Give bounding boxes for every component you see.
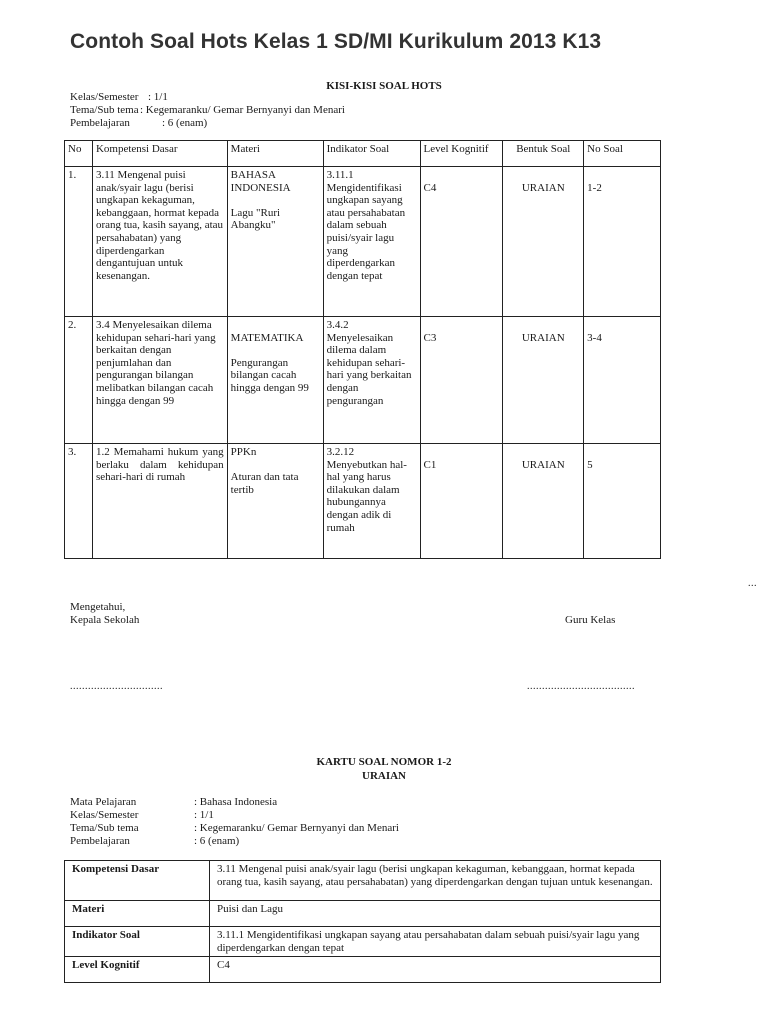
- cell-materi: [227, 167, 323, 317]
- kartu-subheading: URAIAN: [362, 770, 406, 782]
- kisi-table: [64, 140, 661, 559]
- level-value: C1: [423, 458, 437, 471]
- kisi-meta-label: Tema/Sub tema: [70, 104, 139, 116]
- materi-detail: Aturan dan tata tertib: [230, 471, 299, 496]
- kartu-value-indikator: 3.11.1 Mengidentifikasi ungkapan sayang atau persahabatan dalam sebuah puisi/syair lagu yang diperdengarkan dengan tepat: [210, 927, 661, 957]
- kisi-meta-row: [70, 117, 345, 130]
- cell-indikator: 3.11.1 Mengidentifikasi ungkapan sayang atau persahabatan dalam sebuah puisi/syair lagu yang diperdengarkan dengan tepat: [323, 167, 420, 317]
- cell-no: 1.: [65, 167, 93, 317]
- materi-subject: MATEMATIKA: [230, 331, 304, 344]
- kisi-meta-label: Kelas/Semester: [70, 91, 139, 103]
- no-soal-value: 5: [587, 458, 593, 471]
- cell-materi: [227, 317, 323, 444]
- col-header-level: Level Kognitif: [420, 141, 503, 167]
- cell-indikator: 3.2.12 Menyebutkan hal-hal yang harus dilakukan dalam hubungannya dengan adik di rumah: [323, 444, 420, 559]
- signature-right-dots: ....................................: [527, 681, 635, 692]
- col-header-bentuk: Bentuk Soal: [503, 141, 584, 167]
- kartu-meta-value: : Kegemaranku/ Gemar Bernyanyi dan Menari: [194, 822, 399, 834]
- signature-left-line1: Mengetahui,: [70, 601, 126, 613]
- kartu-label-kompetensi-dasar: Kompetensi Dasar: [65, 861, 210, 901]
- materi-subject: PPKn: [230, 446, 257, 458]
- kisi-meta: [70, 91, 345, 130]
- cell-no-soal: [584, 444, 661, 559]
- kartu-meta-value: : Bahasa Indonesia: [194, 796, 278, 808]
- no-soal-value: 1-2: [587, 181, 602, 194]
- cell-bentuk: [503, 444, 584, 559]
- cell-no-soal: [584, 167, 661, 317]
- kisi-meta-value: : 6 (enam): [162, 117, 208, 129]
- kartu-label-materi: Materi: [65, 901, 210, 927]
- cell-kompetensi-dasar: 3.4 Menyelesaikan dilema kehidupan sehari-hari yang berkaitan dengan penjumlahan dan pengurangan bilangan melibatkan bilangan cacah hingga dengan 99: [92, 317, 227, 444]
- materi-subject: BAHASA INDONESIA: [230, 169, 291, 194]
- level-value: C4: [423, 181, 437, 194]
- kartu-label-indikator: Indikator Soal: [65, 927, 210, 957]
- signature-right: Guru Kelas: [565, 614, 616, 626]
- cell-level: [420, 167, 503, 317]
- no-soal-value: 3-4: [587, 331, 602, 344]
- kartu-meta-label: Pembelajaran: [70, 835, 130, 847]
- kartu-value-materi: Puisi dan Lagu: [210, 901, 661, 927]
- kisi-meta-value: : 1/1: [148, 91, 168, 103]
- table-row: [65, 317, 661, 444]
- kartu-table: [64, 860, 661, 983]
- cell-level: [420, 317, 503, 444]
- cell-bentuk: [503, 167, 584, 317]
- table-row: [65, 927, 661, 957]
- materi-detail: Lagu "Ruri Abangku": [230, 206, 281, 232]
- col-header-no-soal: No Soal: [584, 141, 661, 167]
- kisi-meta-row: [70, 104, 345, 117]
- kartu-meta-row: [70, 822, 399, 835]
- cell-level: [420, 444, 503, 559]
- kartu-label-level: Level Kognitif: [65, 957, 210, 983]
- kartu-meta-value: : 6 (enam): [194, 835, 240, 847]
- col-header-no: No: [65, 141, 93, 167]
- signature-left-line2: Kepala Sekolah: [70, 614, 140, 626]
- trailing-dots: ...: [748, 578, 757, 589]
- kisi-heading: KISI-KISI SOAL HOTS: [326, 80, 442, 92]
- kartu-meta: [70, 796, 399, 848]
- cell-kompetensi-dasar: 1.2 Memahami hukum yang berlaku dalam kehidupan sehari-hari di rumah: [92, 444, 227, 559]
- kartu-meta-row: [70, 809, 399, 822]
- table-row: [65, 861, 661, 901]
- bentuk-value: URAIAN: [521, 331, 565, 344]
- cell-no: 2.: [65, 317, 93, 444]
- materi-detail: Pengurangan bilangan cacah hingga dengan 99: [230, 356, 309, 394]
- kisi-meta-row: [70, 91, 345, 104]
- cell-indikator: 3.4.2 Menyelesaikan dilema dalam kehidupan sehari-hari yang berkaitan dengan pengurangan: [323, 317, 420, 444]
- kartu-value-kompetensi-dasar: 3.11 Mengenal puisi anak/syair lagu (berisi ungkapan kekaguman, kebanggaan, hormat kepada orang tua, kasih sayang, atau persahabatan) yang diperdengarkan dengan tujuan untuk kesenangan.: [210, 861, 661, 901]
- col-header-indikator: Indikator Soal: [323, 141, 420, 167]
- kartu-value-level: C4: [210, 957, 661, 983]
- bentuk-value: URAIAN: [521, 458, 565, 471]
- col-header-kompetensi-dasar: Kompetensi Dasar: [92, 141, 227, 167]
- table-row: [65, 444, 661, 559]
- signature-left-dots: ...............................: [70, 681, 163, 692]
- kartu-meta-label: Kelas/Semester: [70, 809, 139, 821]
- col-header-materi: Materi: [227, 141, 323, 167]
- kartu-meta-label: Mata Pelajaran: [70, 796, 137, 808]
- kisi-meta-label: Pembelajaran: [70, 117, 130, 129]
- table-row: [65, 167, 661, 317]
- kartu-heading: KARTU SOAL NOMOR 1-2: [316, 756, 452, 768]
- bentuk-value: URAIAN: [521, 181, 565, 194]
- kisi-meta-value: : Kegemaranku/ Gemar Bernyanyi dan Menari: [140, 104, 345, 116]
- kartu-meta-label: Tema/Sub tema: [70, 822, 139, 834]
- table-row: [65, 901, 661, 927]
- kartu-meta-value: : 1/1: [194, 809, 214, 821]
- kartu-meta-row: [70, 835, 399, 848]
- cell-kompetensi-dasar: 3.11 Mengenal puisi anak/syair lagu (berisi ungkapan kekaguman, kebanggaan, hormat kepada orang tua, kasih sayang, atau persahabatan) yang diperdengarkan dengantujuan untuk kesenangan.: [92, 167, 227, 317]
- cell-no: 3.: [65, 444, 93, 559]
- table-row: [65, 957, 661, 983]
- kisi-header-row: [65, 141, 661, 167]
- cell-no-soal: [584, 317, 661, 444]
- cell-bentuk: [503, 317, 584, 444]
- page-title: Contoh Soal Hots Kelas 1 SD/MI Kurikulum 2013 K13: [70, 30, 602, 53]
- kartu-meta-row: [70, 796, 399, 809]
- signature-left: [70, 601, 139, 627]
- level-value: C3: [423, 331, 437, 344]
- cell-materi: [227, 444, 323, 559]
